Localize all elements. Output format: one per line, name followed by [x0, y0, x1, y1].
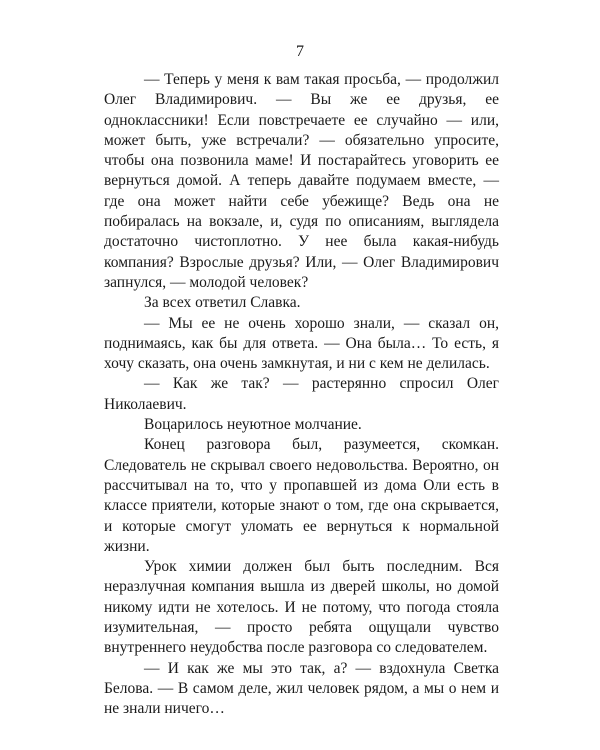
paragraph: За всех ответил Славка. — [144, 294, 301, 312]
page-number: 7 — [296, 43, 304, 60]
paragraph: — Как же так? — растерянно спросил Олег Николаевич. — [104, 375, 499, 413]
paragraph: Воцарилось неуютное молчание. — [144, 416, 362, 434]
paragraph: Конец разговора был, разумеется, скомкан. Следователь не скрывал своего недовольства. Вероятно, он рассчитывал на то, что у пропавшей из дома Оли есть в классе приятели, которые знают о том, где она скрывается, и которые смогут уломать ее вернуться к нормальной жизни. — [104, 436, 499, 555]
paragraph: — Мы ее не очень хорошо знали, — сказал он, поднимаясь, как бы для ответа. — Она была… То есть, я хочу сказать, она очень замкнутая, и ни с кем не делилась. — [104, 314, 499, 373]
paragraph: — Теперь у меня к вам такая просьба, — продолжил Олег Владимирович. — Вы же ее друзья, ее одноклассники! Если повстречаете ее случайно — или, может быть, уже встречали? — обязательно упросите, чтобы она позвонила маме! И постарайтесь уговорить ее вернуться домой. А теперь давайте подумаем вместе, — где она может найти себе убежище? Ведь она не побиралась на вокзале, и, судя по описаниям, выглядела достаточно чистоплотно. У нее была какая-нибудь компания? Взрослые друзья? Или, — Олег Владимирович запнулся, — молодой человек? — [104, 71, 499, 291]
paragraph: — И как же мы это так, а? — вздохнула Светка Белова. — В самом деле, жил человек рядом, а мы о нем и не знали ничего… — [104, 659, 499, 718]
body-text — [104, 70, 499, 720]
paragraph: Урок химии должен был быть последним. Вся неразлучная компания вышла из дверей школы, но домой никому идти не хотелось. И не потому, что погода стояла изумительная, — просто ребята ощущали чувство внутреннего неудобства после разговора со следователем. — [104, 558, 499, 657]
